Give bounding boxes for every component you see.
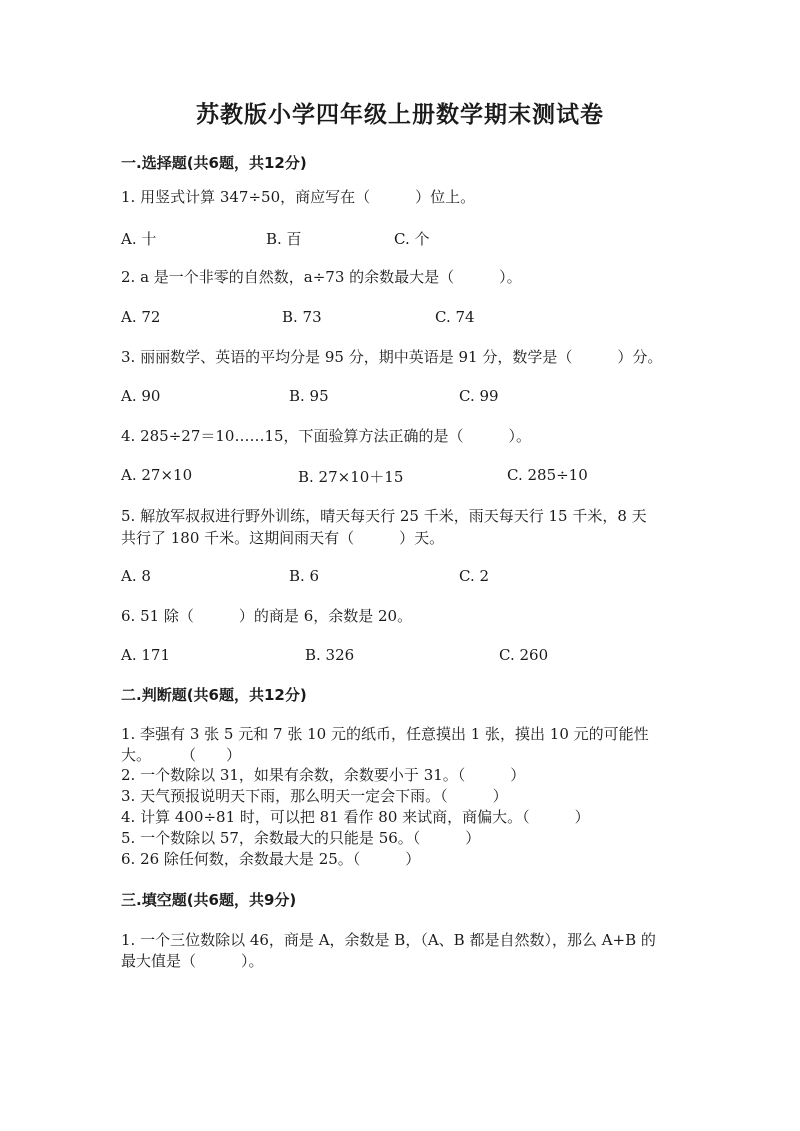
question-text: 5. 解放军叔叔进行野外训练，晴天每天行 25 千米，雨天每天行 15 千米，8 天: [121, 507, 647, 525]
option-b: B. 6: [289, 567, 320, 585]
option-b: B. 95: [289, 387, 329, 405]
option-c: C. 99: [459, 387, 499, 405]
judge-item: 1. 李强有 3 张 5 元和 7 张 10 元的纸币，任意摸出 1 张，摸出 10 元的可能性: [121, 725, 649, 743]
option-a: A. 27×10: [121, 466, 193, 484]
question-text-continued: 共行了 180 千米。这期间雨天有（ ）天。: [121, 529, 445, 547]
option-a: A. 8: [121, 567, 151, 585]
section-heading-choice: 一.选择题(共6题，共12分): [121, 154, 307, 172]
option-b: B. 百: [266, 230, 302, 248]
fill-question-continued: 最大值是（ ）。: [121, 952, 264, 970]
option-c: C. 个: [394, 230, 430, 248]
question-text: 1. 用竖式计算 347÷50，商应写在（ ）位上。: [121, 188, 476, 206]
judge-item: 5. 一个数除以 57，余数最大的只能是 56。（ ）: [121, 829, 481, 847]
fill-question: 1. 一个三位数除以 46，商是 A，余数是 B，（A、B 都是自然数），那么 A+B 的: [121, 931, 656, 949]
option-c: C. 74: [435, 308, 475, 326]
judge-item-continued: 大。 （ ）: [121, 746, 242, 764]
option-a: A. 90: [121, 387, 161, 405]
option-a: A. 十: [121, 230, 157, 248]
option-a: A. 171: [121, 646, 170, 664]
question-text: 2. a 是一个非零的自然数，a÷73 的余数最大是（ ）。: [121, 268, 522, 286]
section-heading-fill: 三.填空题(共6题，共9分): [121, 891, 297, 909]
option-a: A. 72: [121, 308, 161, 326]
section-heading-judge: 二.判断题(共6题，共12分): [121, 686, 307, 704]
judge-item: 4. 计算 400÷81 时，可以把 81 看作 80 来试商，商偏大。（ ）: [121, 808, 590, 826]
option-c: C. 260: [499, 646, 549, 664]
question-text: 3. 丽丽数学、英语的平均分是 95 分，期中英语是 91 分，数学是（ ）分。: [121, 348, 663, 366]
question-text: 6. 51 除（ ）的商是 6，余数是 20。: [121, 607, 413, 625]
option-c: C. 285÷10: [507, 466, 588, 484]
page-title: 苏教版小学四年级上册数学期末测试卷: [196, 101, 604, 128]
option-b: B. 27×10＋15: [298, 468, 404, 486]
option-b: B. 73: [282, 308, 322, 326]
judge-item: 6. 26 除任何数，余数最大是 25。（ ）: [121, 850, 421, 868]
judge-item: 2. 一个数除以 31，如果有余数，余数要小于 31。（ ）: [121, 766, 526, 784]
judge-item: 3. 天气预报说明天下雨，那么明天一定会下雨。（ ）: [121, 787, 508, 805]
option-c: C. 2: [459, 567, 490, 585]
option-b: B. 326: [305, 646, 355, 664]
question-text: 4. 285÷27＝10……15，下面验算方法正确的是（ ）。: [121, 427, 532, 445]
